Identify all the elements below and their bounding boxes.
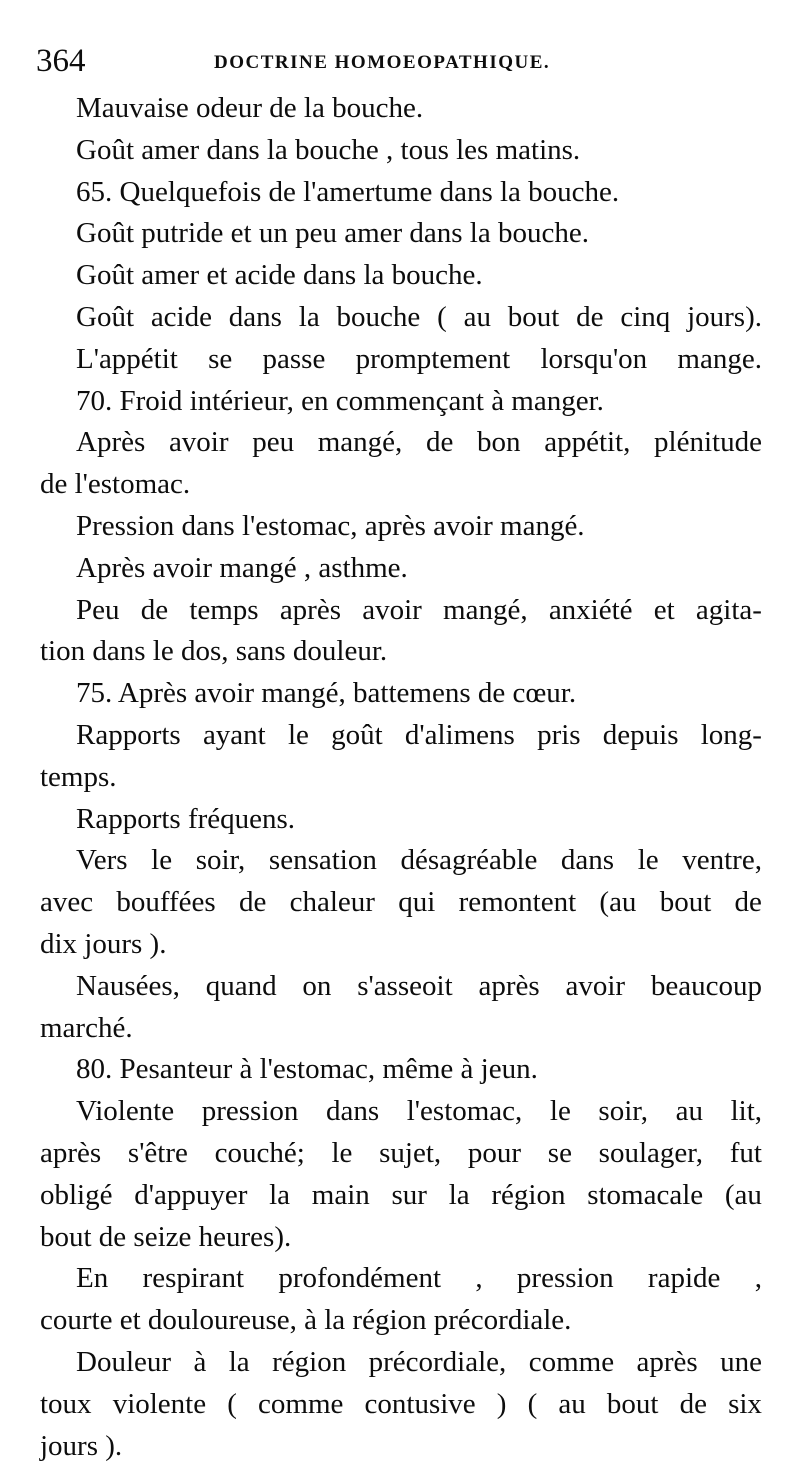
word: Goût — [76, 300, 134, 333]
word: d'appuyer — [134, 1178, 248, 1211]
word: quand — [205, 969, 277, 1002]
word: peu — [252, 426, 295, 459]
word: six — [728, 1387, 762, 1420]
text-line — [40, 1175, 762, 1217]
word: avoir — [565, 969, 626, 1002]
word: ventre, — [682, 844, 762, 877]
word: de — [734, 886, 762, 919]
text-line: 80. Pesanteur à l'estomac, même à jeun. — [76, 1053, 538, 1086]
word: de — [425, 426, 454, 459]
word: jours). — [687, 300, 762, 333]
text-line — [40, 1091, 762, 1133]
word: ( — [527, 1387, 538, 1420]
text-line — [40, 297, 762, 339]
running-title: DOCTRINE HOMOEOPATHIQUE. — [214, 52, 551, 73]
text-line: Mauvaise odeur de la bouche. — [76, 92, 424, 124]
text-line: 70. Froid intérieur, en commençant à manger. — [76, 384, 604, 417]
word: anxiété — [548, 593, 633, 626]
text-line — [40, 1133, 762, 1175]
word: violente — [112, 1387, 207, 1420]
text-line: courte et douloureuse, à la région précordiale. — [40, 1304, 572, 1337]
word: soir, — [195, 844, 246, 877]
word: région — [272, 1345, 347, 1378]
word: se — [208, 342, 233, 375]
word: couché; — [214, 1136, 305, 1169]
word: le — [637, 844, 659, 877]
word: mangé, — [317, 426, 403, 459]
word: après — [40, 1136, 102, 1169]
word: le — [549, 1095, 571, 1128]
word: bon — [477, 426, 521, 459]
text-line — [40, 1342, 762, 1384]
page-body — [40, 88, 762, 1467]
word: remontent — [458, 886, 577, 919]
word: précordiale, — [368, 1345, 507, 1378]
word: la — [448, 1178, 470, 1211]
word: beaucoup — [650, 969, 762, 1002]
word: (au — [724, 1178, 762, 1211]
word: bout — [507, 300, 560, 333]
word: Douleur — [76, 1345, 172, 1378]
word: s'être — [127, 1136, 188, 1169]
word: depuis — [602, 718, 679, 751]
word: L'appétit — [76, 342, 178, 375]
text-line — [40, 422, 762, 464]
word: d'alimens — [404, 718, 515, 751]
word: bouche — [336, 300, 421, 333]
text-line: tion dans le dos, sans douleur. — [40, 635, 388, 668]
word: appétit, — [544, 426, 631, 459]
word: de — [140, 593, 169, 626]
word: , — [475, 1262, 483, 1295]
word: Nausées, — [76, 969, 180, 1002]
word: agita- — [695, 593, 762, 626]
word: l'estomac, — [406, 1095, 523, 1128]
word: temps — [189, 593, 259, 626]
word: qui — [398, 886, 436, 919]
word: mange. — [677, 342, 762, 375]
text-line — [40, 840, 762, 882]
word: une — [720, 1345, 762, 1378]
word: stomacale — [587, 1178, 704, 1211]
text-line: 65. Quelquefois de l'amertume dans la bouche. — [76, 175, 620, 208]
word: le — [287, 718, 309, 751]
word: long- — [700, 718, 762, 751]
word: promptement — [355, 342, 511, 375]
word: Violente — [76, 1095, 175, 1128]
text-line — [40, 882, 762, 924]
word: comme — [258, 1387, 344, 1420]
word: la — [269, 1178, 291, 1211]
word: rapide — [647, 1262, 721, 1295]
word: En — [76, 1262, 109, 1295]
word: dans — [325, 1095, 380, 1128]
word: passe — [262, 342, 326, 375]
word: lit, — [730, 1095, 762, 1128]
word: ayant — [202, 718, 266, 751]
text-line: 75. Après avoir mangé, battemens de cœur. — [76, 677, 577, 710]
word: , — [754, 1262, 762, 1295]
text-line — [40, 1384, 762, 1426]
text-line: jours ). — [40, 1429, 123, 1462]
text-line: Pression dans l'estomac, après avoir mangé. — [76, 509, 585, 542]
text-line: Goût putride et un peu amer dans la bouche. — [76, 217, 589, 250]
word: plénitude — [654, 426, 762, 459]
text-line: Après avoir mangé , asthme. — [76, 551, 408, 584]
word: pression — [516, 1262, 614, 1295]
word: après — [279, 593, 341, 626]
page-header — [36, 36, 760, 96]
word: contusive — [364, 1387, 476, 1420]
word: on — [302, 969, 332, 1002]
word: sur — [391, 1178, 427, 1211]
word: cinq — [620, 300, 671, 333]
word: au — [463, 300, 491, 333]
word: (au — [599, 886, 637, 919]
word: avec — [40, 886, 94, 919]
text-line: Goût amer dans la bouche , tous les matins. — [76, 133, 581, 166]
word: comme — [528, 1345, 615, 1378]
word: mangé, — [443, 593, 528, 626]
word: ( — [437, 300, 447, 333]
word: dans — [228, 300, 282, 333]
word: ) — [496, 1387, 507, 1420]
text-line — [40, 339, 762, 381]
word: respirant — [142, 1262, 245, 1295]
word: chaleur — [289, 886, 375, 919]
word: sensation — [268, 844, 377, 877]
word: se — [547, 1136, 572, 1169]
word: de — [576, 300, 604, 333]
text-line: temps. — [40, 760, 117, 793]
word: lorsqu'on — [540, 342, 648, 375]
word: pris — [537, 718, 581, 751]
word: profondément — [278, 1262, 442, 1295]
word: bouffées — [116, 886, 216, 919]
word: dans — [560, 844, 615, 877]
word: bout — [659, 886, 712, 919]
word: au — [675, 1095, 703, 1128]
word: Après — [76, 426, 146, 459]
word: acide — [150, 300, 212, 333]
text-line: Goût amer et acide dans la bouche. — [76, 259, 483, 292]
word: goût — [331, 718, 383, 751]
text-line: marché. — [40, 1011, 133, 1044]
text-line: bout de seize heures). — [40, 1220, 292, 1253]
word: de — [679, 1387, 707, 1420]
text-line — [40, 966, 762, 1008]
word: après — [478, 969, 540, 1002]
word: la — [298, 300, 320, 333]
word: à — [193, 1345, 207, 1378]
text-line: Rapports fréquens. — [76, 802, 296, 835]
page-number: 364 — [36, 43, 86, 79]
word: le — [331, 1136, 353, 1169]
text-line — [40, 1258, 762, 1300]
word: région — [491, 1178, 566, 1211]
word: s'asseoit — [357, 969, 453, 1002]
word: pression — [201, 1095, 299, 1128]
word: et — [653, 593, 675, 626]
word: Vers — [76, 844, 128, 877]
word: ( — [227, 1387, 237, 1420]
text-line — [40, 590, 762, 632]
word: fut — [729, 1136, 762, 1169]
word: Rapports — [76, 718, 181, 751]
word: avoir — [168, 426, 229, 459]
word: avoir — [362, 593, 422, 626]
word: la — [228, 1345, 250, 1378]
text-line: de l'estomac. — [40, 468, 191, 501]
word: après — [636, 1345, 698, 1378]
text-line: dix jours ). — [40, 927, 167, 960]
text-line — [40, 715, 762, 757]
word: obligé — [40, 1178, 113, 1211]
word: main — [311, 1178, 370, 1211]
word: soir, — [598, 1095, 649, 1128]
word: bout — [606, 1387, 659, 1420]
word: Peu — [76, 593, 120, 626]
word: soulager, — [598, 1136, 704, 1169]
word: toux — [40, 1387, 92, 1420]
word: sujet, — [379, 1136, 442, 1169]
word: désagréable — [400, 844, 538, 877]
word: pour — [467, 1136, 522, 1169]
word: au — [558, 1387, 586, 1420]
word: le — [151, 844, 173, 877]
word: de — [238, 886, 267, 919]
